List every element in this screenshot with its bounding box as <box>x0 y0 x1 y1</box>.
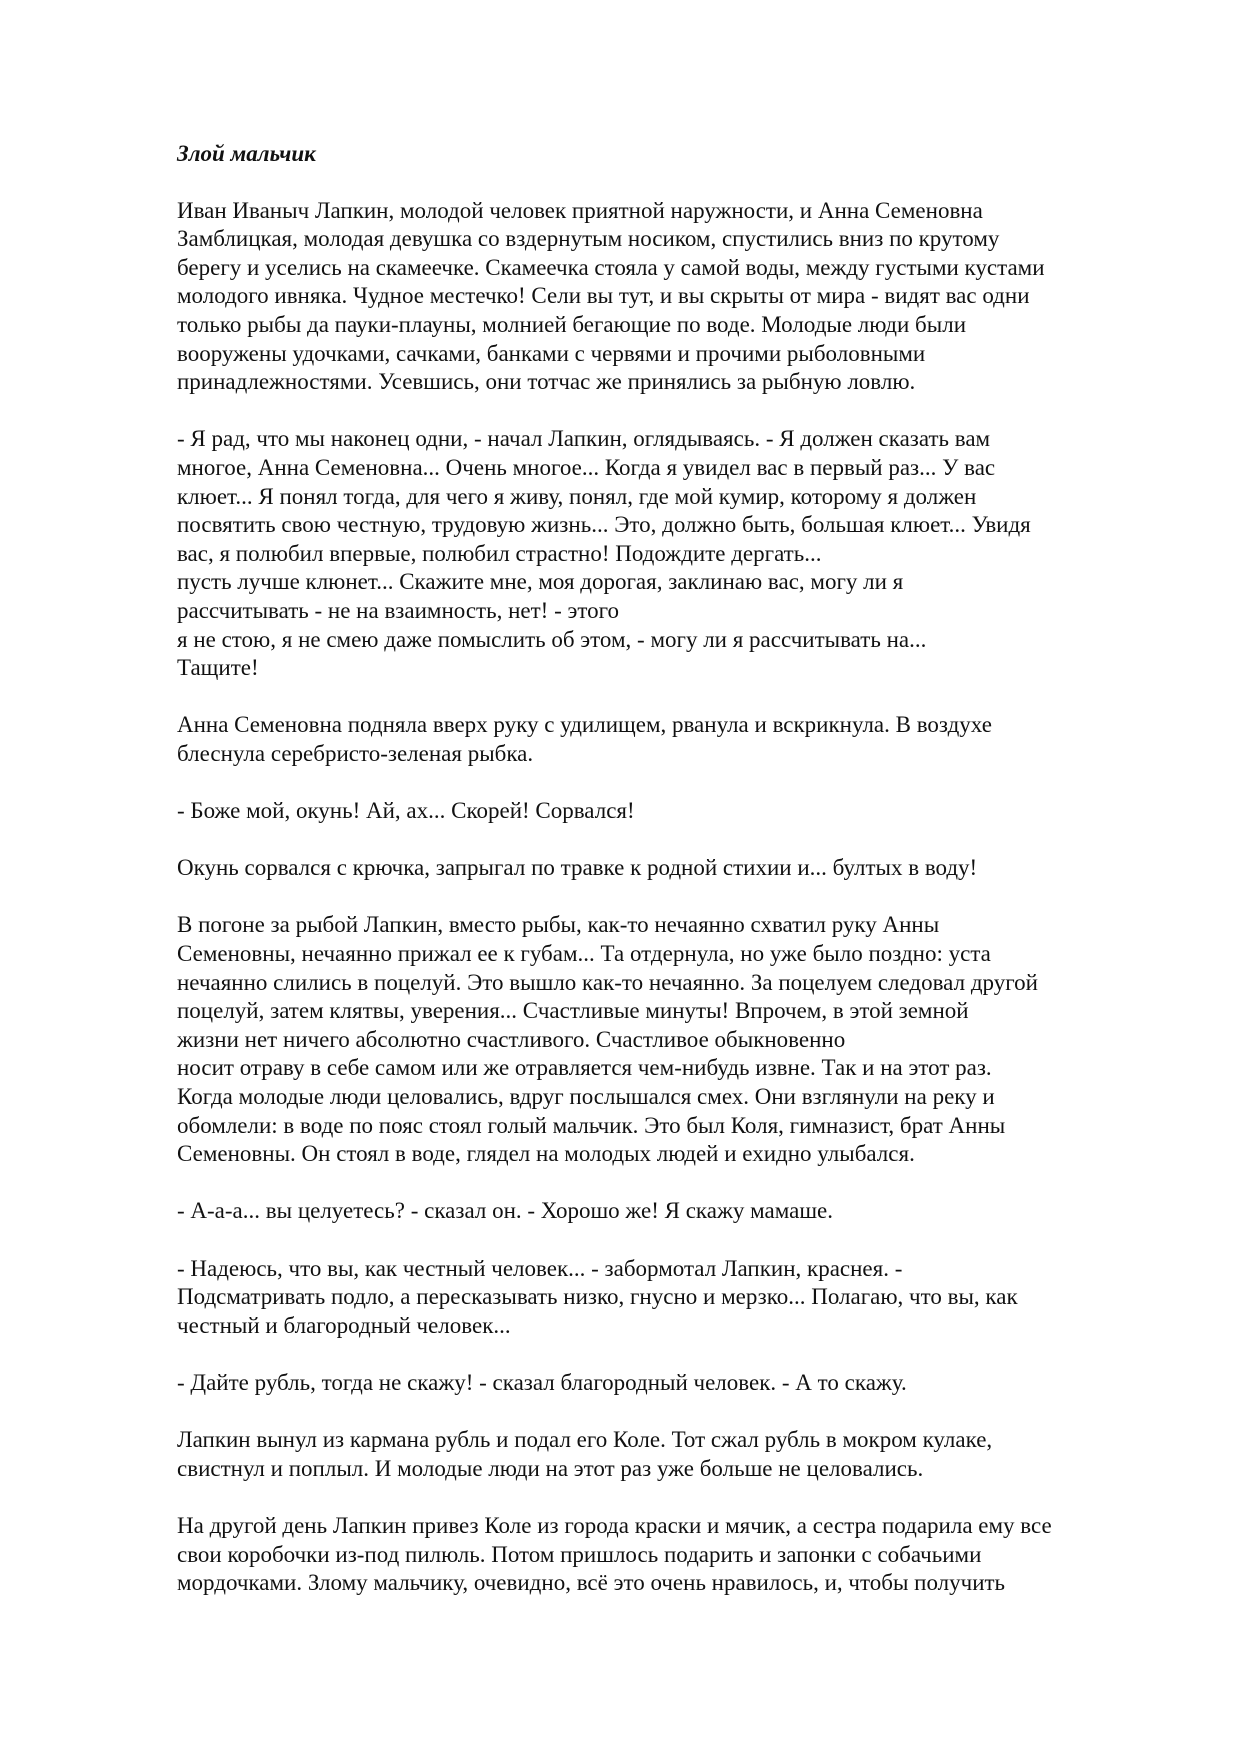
paragraph-10: Лапкин вынул из кармана рубль и подал его Коле. Тот сжал рубль в мокром кулаке, свистнул и поплыл. И молодые люди на этот раз уже больше не целовались. <box>177 1427 993 1481</box>
paragraph-7: - А-а-а... вы целуетесь? - сказал он. - Хорошо же! Я скажу мамаше. <box>177 1198 833 1224</box>
paragraph-1: Иван Иваныч Лапкин, молодой человек приятной наружности, и Анна Семеновна Замблицкая, молодая девушка со вздернутым носиком, спустились вниз по крутому берегу и уселись на скамеечке. Скамеечка стояла у самой воды, между густыми кустами молодого ивняка. Чудное местечко! Сели вы тут, и вы скрыты от мира - видят вас одни только рыбы да пауки-плауны, молнией бегающие по воде. Молодые люди были вооружены удочками, сачками, банками с червями и прочими рыболовными принадлежностями. Усевшись, они тотчас же принялись за рыбную ловлю. <box>177 197 1045 395</box>
paragraph-5: Окунь сорвался с крючка, запрыгал по травке к родной стихии и... бултых в воду! <box>177 855 978 881</box>
document-page <box>177 140 1157 1598</box>
paragraph-9: - Дайте рубль, тогда не скажу! - сказал благородный человек. - А то скажу. <box>177 1369 907 1395</box>
paragraph-6: В погоне за рыбой Лапкин, вместо рыбы, как-то нечаянно схватил руку Анны Семеновны, нечаянно прижал ее к губам... Та отдернула, но уже было поздно: уста нечаянно слились в поцелуй. Это вышло как-то нечаянно. За поцелуем следовал другой поцелуй, затем клятвы, уверения... Счастливые минуты! Впрочем, в этой земной жизни нет ничего абсолютно счастливого. Счастливое обыкновенно носит отраву в себе самом или же отравляется чем-нибудь извне. Так и на этот раз. Когда молодые люди целовались, вдруг послышался смех. Они взглянули на реку и обомлели: в воде по пояс стоял голый мальчик. Это был Коля, гимназист, брат Анны Семеновны. Он стоял в воде, глядел на молодых людей и ехидно улыбался. <box>177 912 1038 1167</box>
paragraph-11: На другой день Лапкин привез Коле из города краски и мячик, а сестра подарила ему все свои коробочки из-под пилюль. Потом пришлось подарить и запонки с собачьими мордочками. Злому мальчику, очевидно, всё это очень нравилось, и, чтобы получить <box>177 1512 1052 1596</box>
paragraph-4: - Боже мой, окунь! Ай, ах... Скорей! Сорвался! <box>177 798 635 824</box>
paragraph-8: - Надеюсь, что вы, как честный человек... - забормотал Лапкин, краснея. - Подсматривать подло, а пересказывать низко, гнусно и мерзко... Полагаю, что вы, как честный и благородный человек... <box>177 1255 1018 1338</box>
paragraph-3: Анна Семеновна подняла вверх руку с удилищем, рванула и вскрикнула. В воздухе блеснула серебристо-зеленая рыбка. <box>177 712 992 766</box>
document-title: Злой мальчик <box>177 141 316 166</box>
paragraph-2: - Я рад, что мы наконец одни, - начал Лапкин, оглядываясь. - Я должен сказать вам многое, Анна Семеновна... Очень многое... Когда я увидел вас в первый раз... У вас клюет... Я понял тогда, для чего я живу, понял, где мой кумир, которому я должен посвятить свою честную, трудовую жизнь... Это, должно быть, большая клюет... Увидя вас, я полюбил впервые, полюбил страстно! Подождите дергать... пусть лучше клюнет... Скажите мне, моя дорогая, заклинаю вас, могу ли я рассчитывать - не на взаимность, нет! - этого я не стою, я не смею даже помыслить об этом, - могу ли я рассчитывать на... Тащите! <box>177 426 1031 681</box>
